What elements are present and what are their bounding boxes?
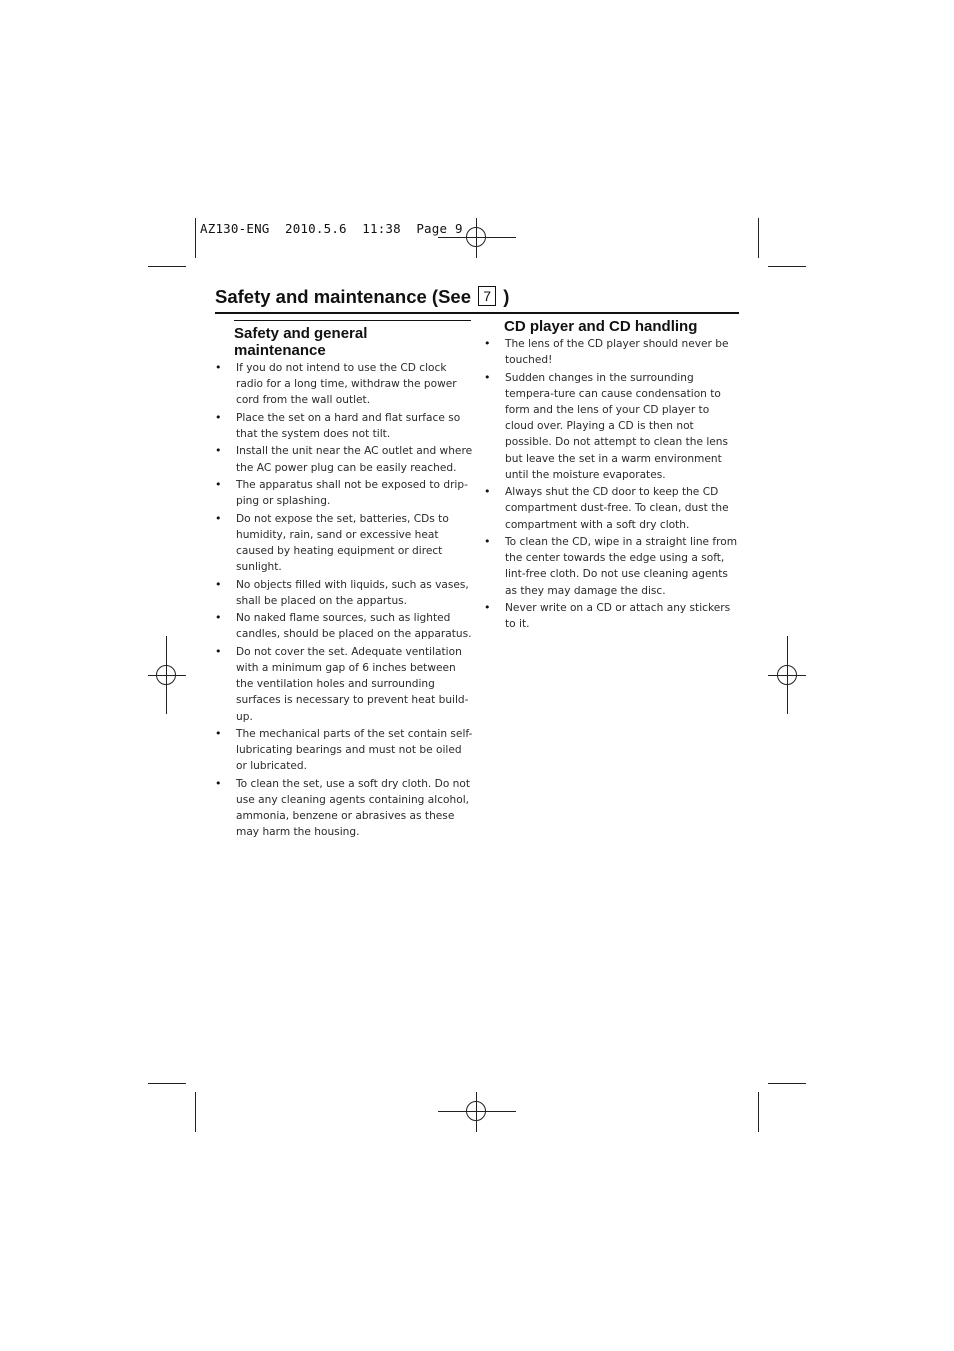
bullet-icon: • [215, 361, 222, 374]
list-item [215, 360, 473, 409]
bullet-icon: • [484, 337, 491, 350]
bullet-icon: • [215, 611, 222, 625]
bullet-icon: • [484, 485, 491, 499]
list-item-text: Place the set on a hard and flat surface so that the system does not tilt. [236, 411, 461, 440]
list-item-text: Sudden changes in the surrounding tempera-ture can cause condensation to form and the lens of your CD player to cloud over. Playing a CD is then not possible. Do not attempt to clean the lens but leave the set in a warm environment until the moisture evaporates. [505, 371, 729, 481]
list-item [484, 600, 740, 632]
list-item-text: To clean the CD, wipe in a straight line from the center towards the edge using a soft, lint-free cloth. Do not use cleaning agents as they may damage the disc. [505, 536, 738, 597]
crop-mark [148, 1083, 186, 1084]
bullet-icon: • [215, 776, 222, 790]
crop-mark [758, 1092, 759, 1132]
section-heading-line: Safety and general [234, 325, 368, 342]
list-item [484, 370, 740, 483]
bullet-icon: • [484, 370, 491, 384]
list-item [215, 644, 473, 725]
bullet-icon: • [215, 644, 222, 658]
registration-circle-icon [777, 665, 797, 685]
bullet-icon: • [215, 444, 222, 458]
registration-circle-icon [466, 227, 486, 247]
list-item [215, 511, 473, 576]
crop-mark [195, 1092, 196, 1132]
list-item [484, 336, 740, 368]
bullet-icon: • [484, 601, 491, 614]
list-item [484, 484, 740, 533]
page-title-close: ) [503, 286, 510, 307]
list-item-text: To clean the set, use a soft dry cloth. Do not use any cleaning agents containing alcohol, ammonia, benzene or abrasives as these may harm the housing. [236, 777, 471, 839]
list-item-text: If you do not intend to use the CD clock radio for a long time, withdraw the power cord from the wall outlet. [236, 362, 457, 407]
list-item [215, 443, 473, 475]
list-item-text: Never write on a CD or attach any stickers to it. [505, 602, 731, 631]
list-item-text: No naked flame sources, such as lighted candles, should be placed on the apparatus. [236, 612, 472, 641]
crop-mark [148, 266, 186, 267]
list-item [215, 726, 473, 775]
bullet-icon: • [484, 535, 491, 548]
safety-bullet-list [215, 360, 473, 842]
crop-mark [195, 218, 196, 258]
registration-circle-icon [466, 1101, 486, 1121]
section-heading-safety [234, 325, 367, 359]
list-item-text: Do not cover the set. Adequate ventilation with a minimum gap of 6 inches between the ventilation holes and surrounding surfaces is necessary to prevent heat build-up. [236, 645, 469, 723]
print-slug: AZ130-ENG 2010.5.6 11:38 Page 9 [200, 221, 463, 236]
left-column-rule [234, 320, 471, 321]
list-item-text: Do not expose the set, batteries, CDs to humidity, rain, sand or excessive heat caused by heating equipment or direct sunlight. [236, 512, 449, 574]
registration-circle-icon [156, 665, 176, 685]
crop-mark [768, 266, 806, 267]
list-item-text: Install the unit near the AC outlet and where the AC power plug can be easily reached. [236, 445, 473, 474]
list-item-text: The apparatus shall not be exposed to drip-ping or splashing. [236, 478, 468, 508]
bullet-icon: • [215, 511, 222, 525]
list-item-text: The mechanical parts of the set contain self-lubricating bearings and must not be oiled or lubricated. [236, 727, 473, 773]
crop-mark [758, 218, 759, 258]
bullet-icon: • [215, 410, 222, 424]
list-item-text: No objects filled with liquids, such as vases, shall be placed on the appartus. [236, 578, 469, 607]
title-rule [215, 312, 739, 314]
list-item-text: The lens of the CD player should never be touched! [505, 338, 729, 367]
bullet-icon: • [215, 577, 222, 591]
list-item [215, 577, 473, 609]
list-item [215, 410, 473, 442]
bullet-icon: • [215, 726, 222, 740]
page-title-text: Safety and maintenance (See [215, 286, 472, 307]
section-heading-cd: CD player and CD handling [504, 318, 698, 335]
cd-bullet-list [484, 336, 740, 634]
list-item [215, 477, 473, 509]
page-title [215, 286, 509, 308]
list-item [215, 610, 473, 642]
section-heading-line: maintenance [234, 342, 326, 359]
crop-mark [768, 1083, 806, 1084]
list-item-text: Always shut the CD door to keep the CD compartment dust-free. To clean, dust the compartment with a soft dry cloth. [505, 486, 729, 531]
list-item [484, 534, 740, 599]
list-item [215, 776, 473, 841]
figure-reference-box: 7 [478, 286, 496, 306]
bullet-icon: • [215, 477, 222, 491]
